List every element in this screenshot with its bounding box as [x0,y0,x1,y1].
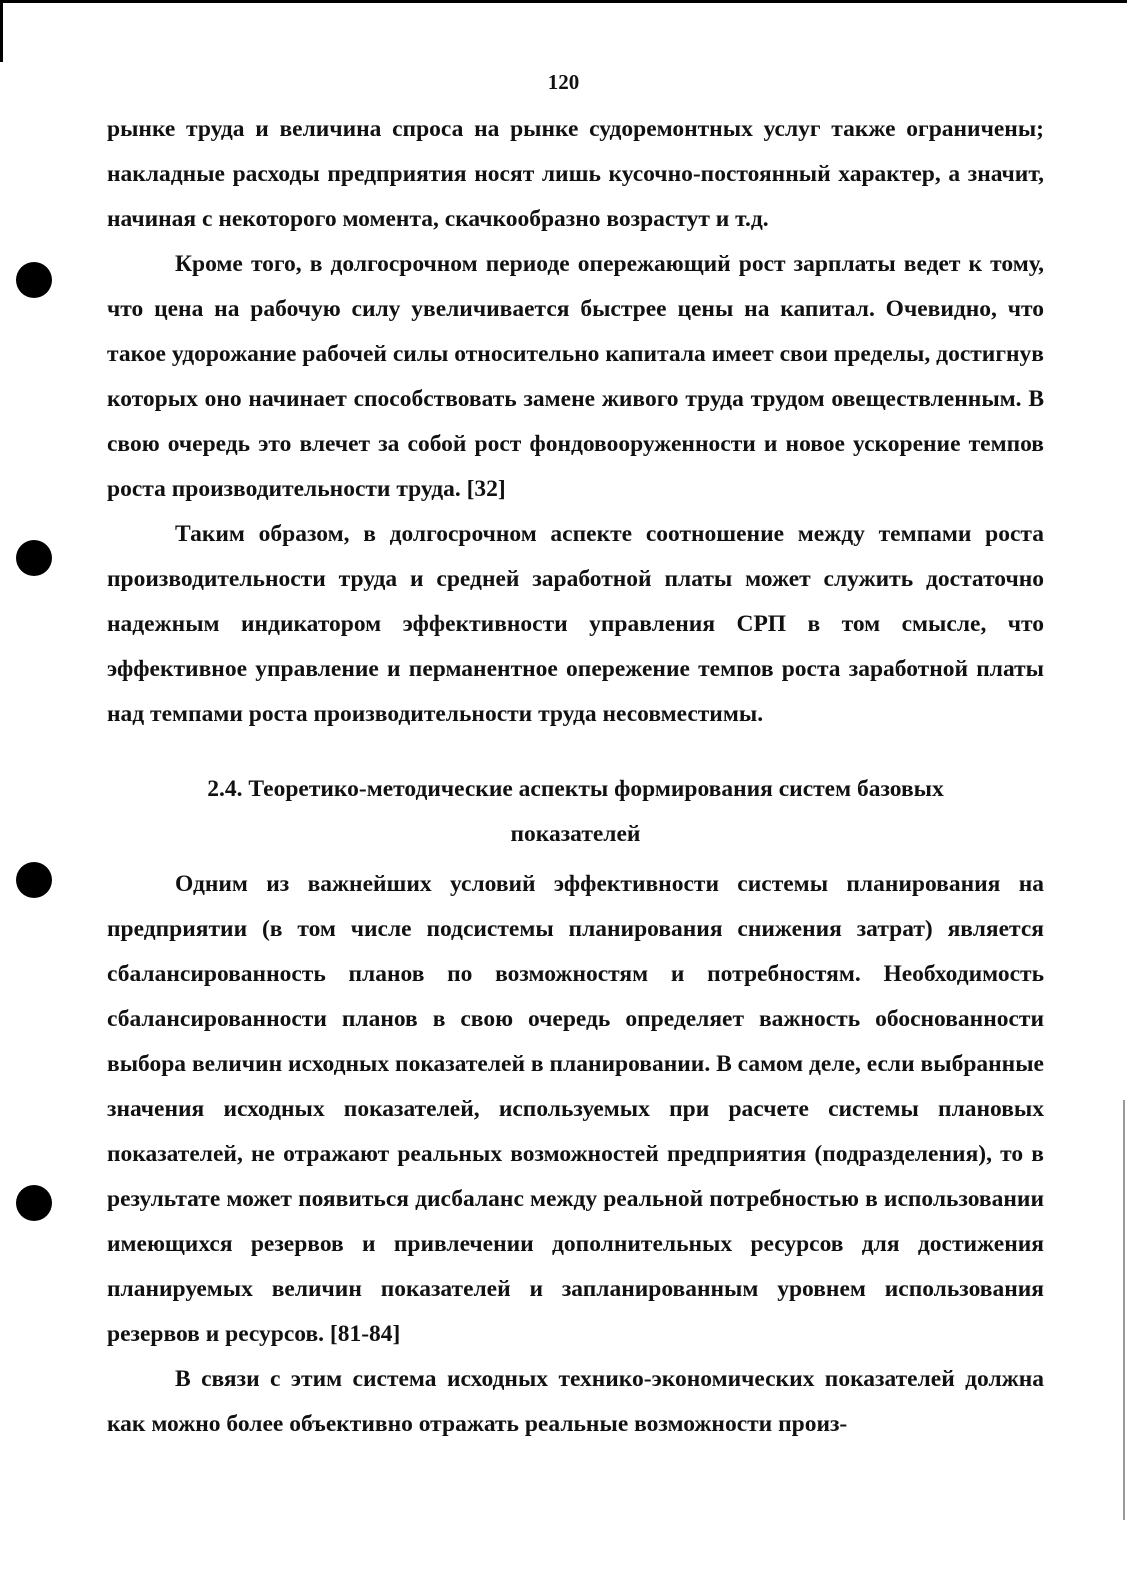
scan-border-left [0,0,3,62]
paragraph: В связи с этим система исходных технико-экономических показателей должна как можно более объективно отражать реальные возможности произ- [107,1366,1044,1437]
paragraph: Одним из важнейших условий эффективности системы планирования на предприятии (в том числе подсистемы планирования снижения затрат) является сбалансированность планов по возможностям и потребностям. Необходимость сбалансированности планов в свою очередь определяет важность обоснованности выбора величин исходных показателей в планировании. В самом деле, если выбранные значения исходных показателей, используемых при расчете системы плановых показателей, не отражают реальных возможностей предприятия (подразделения), то в результате может появиться дисбаланс между реальной потребностью в использовании имеющихся резервов и привлечении дополнительных ресурсов для достижения планируемых величин показателей и запланированным уровнем использования резервов и ресурсов. [81-84] [107,871,1044,1347]
paragraph: Таким образом, в долгосрочном аспекте соотношение между темпами роста производительности труда и средней заработной платы может служить достаточно надежным индикатором эффективности управления СРП в том смысле, что эффективное управление и перманентное опережение темпов роста заработной платы над темпами роста производительности труда несовместимы. [107,521,1044,727]
body-text-section [107,862,1044,1447]
page-number: 120 [547,70,580,94]
punch-hole [16,1185,52,1221]
scan-border-right [1123,1100,1125,1520]
punch-hole [16,540,52,576]
paragraph: Кроме того, в долгосрочном периоде опережающий рост зарплаты ведет к тому, что цена на рабочую силу увеличивается быстрее цены на капитал. Очевидно, что такое удорожание рабочей силы относительно капитала имеет свои пределы, достигнув которых оно начинает способствовать замене живого труда трудом овеществленным. В свою очередь это влечет за собой рост фондовооруженности и новое ускорение темпов роста производительности труда. [32] [107,251,1044,502]
body-text-top [107,107,1044,737]
section-heading-line: 2.4. Теоретико-методические аспекты формирования систем базовых [207,776,944,802]
section-heading-line: показателей [510,821,641,847]
punch-hole [16,262,52,298]
punch-hole [16,862,52,898]
paragraph-continuation: рынке труда и величина спроса на рынке судоремонтных услуг также ограничены; накладные расходы предприятия носят лишь кусочно-постоянный характер, а значит, начиная с некоторого момента, скачкообразно возрастут и т.д. [107,116,1044,232]
section-heading [107,767,1044,857]
scan-border-top [0,0,1127,3]
